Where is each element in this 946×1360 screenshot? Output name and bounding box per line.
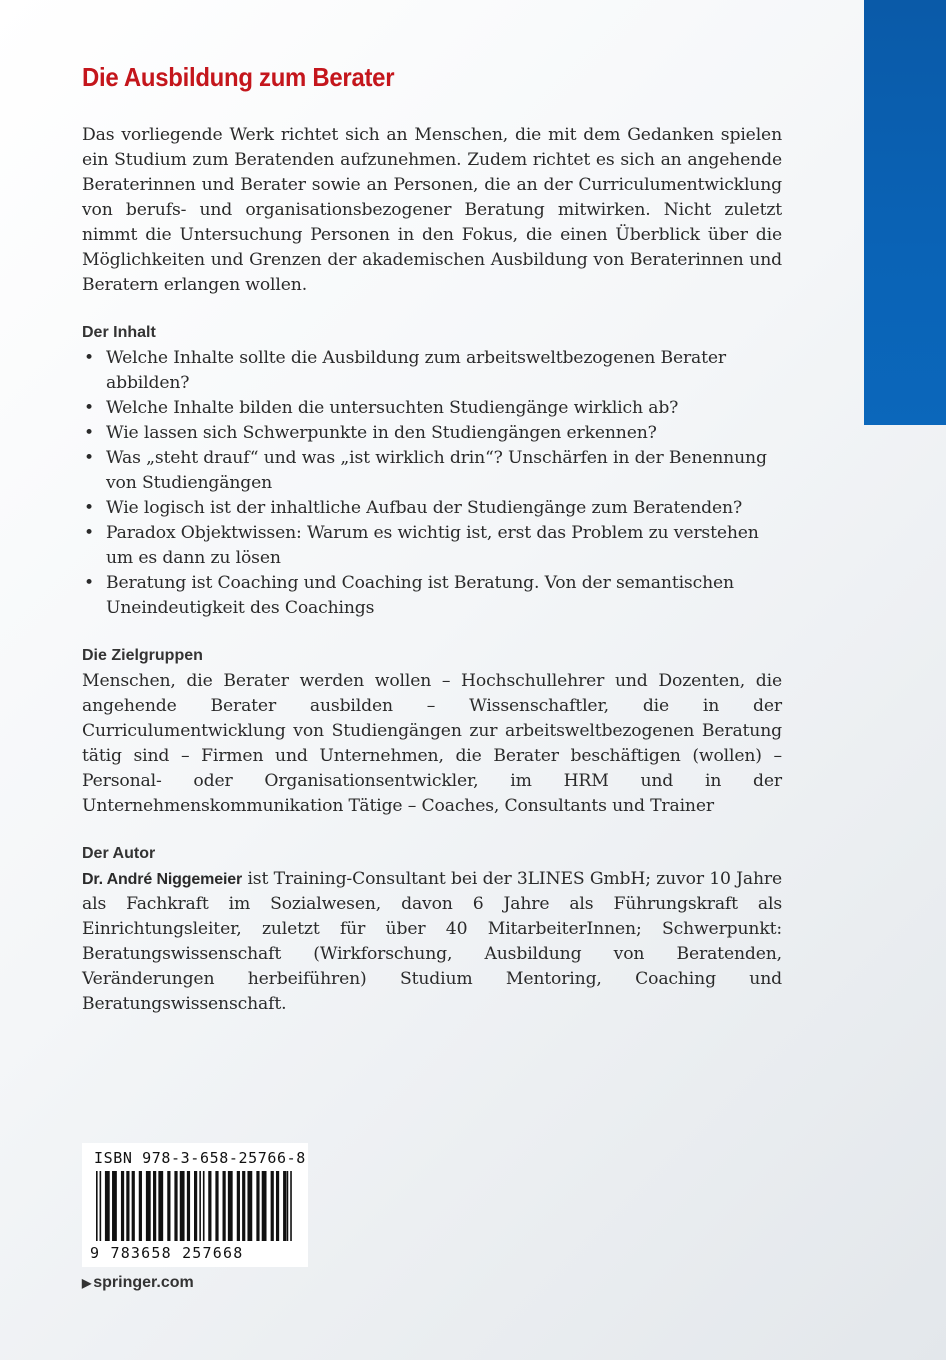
barcode-bar bbox=[121, 1171, 124, 1241]
list-item: • Beratung ist Coaching und Coaching ist Beratung. Von der semantischen Uneindeutigkeit des Coachings bbox=[84, 573, 734, 618]
arrow-right-icon: ▶ bbox=[82, 1276, 92, 1290]
barcode-bar bbox=[247, 1171, 252, 1241]
list-item: • Wie lassen sich Schwerpunkte in den Studiengängen erkennen? bbox=[82, 421, 782, 446]
barcode-bar bbox=[158, 1171, 163, 1241]
bullet-icon: • bbox=[84, 348, 94, 368]
author-name: Dr. André Niggemeier bbox=[82, 871, 243, 888]
barcode-icon bbox=[96, 1171, 296, 1243]
list-item: • Wie logisch ist der inhaltliche Aufbau der Studiengänge zum Beratenden? bbox=[82, 496, 782, 521]
barcode-bar bbox=[262, 1171, 267, 1241]
barcode-bar bbox=[276, 1171, 279, 1241]
barcode-bar bbox=[228, 1171, 233, 1241]
bullet-icon: • bbox=[84, 448, 94, 468]
barcode-bar bbox=[271, 1171, 274, 1241]
bullet-icon: • bbox=[84, 423, 94, 443]
zielgruppen-paragraph: Menschen, die Berater werden wollen – Hochschullehrer und Dozenten, die angehende Berater ausbilden – Wissenschaftler, die in der Curriculumentwicklung von Studiengängen zur arbeitsweltbezogenen Beratung tätig sind – Firmen und Unternehmen, die Berater beschäftigen (wollen) – Personal- oder Organisationsentwickler, im HRM und in der Unternehmenskommunikation Tätige – Coaches, Consultants und Trainer bbox=[82, 671, 782, 816]
blue-accent-band bbox=[864, 0, 946, 425]
inhalt-list bbox=[82, 346, 782, 621]
barcode-bar bbox=[146, 1171, 151, 1241]
barcode-bar bbox=[256, 1171, 259, 1241]
barcode-bar bbox=[237, 1171, 240, 1241]
barcode-bar bbox=[203, 1171, 205, 1241]
barcode-bar bbox=[167, 1171, 170, 1241]
barcode-bar bbox=[290, 1171, 292, 1241]
isbn-barcode-block bbox=[82, 1143, 308, 1267]
barcode-bar bbox=[112, 1171, 117, 1241]
barcode-bar bbox=[283, 1171, 286, 1241]
list-item: • Welche Inhalte bilden die untersuchten Studiengänge wirklich ab? bbox=[82, 396, 782, 421]
isbn-label: ISBN 978-3-658-25766-8 bbox=[94, 1149, 306, 1167]
barcode-bar bbox=[96, 1171, 98, 1241]
barcode-bar bbox=[153, 1171, 156, 1241]
author-bio: ist Training-Consultant bei der 3LINES GmbH; zuvor 10 Jahre als Fachkraft im Sozialwesen, davon 6 Jahre als Führungskraft als Einrichtungsleiter, zuletzt für über 40 MitarbeiterInnen; Schwerpunkt: Beratungswissenschaft (Wirkforschung, Ausbildung von Beratenden, Veränderungen herbeiführen) Studium Mentoring, Coaching und Beratungswissenschaft. bbox=[82, 869, 782, 1014]
barcode-bar bbox=[132, 1171, 135, 1241]
bullet-icon: • bbox=[84, 498, 94, 518]
barcode-bar bbox=[215, 1171, 218, 1241]
inhalt-heading: Der Inhalt bbox=[82, 324, 156, 341]
barcode-bar bbox=[180, 1171, 185, 1241]
barcode-bar bbox=[199, 1171, 201, 1241]
bullet-icon: • bbox=[84, 573, 94, 593]
publisher-link[interactable] bbox=[82, 1274, 194, 1292]
list-item: • Was „steht drauf“ und was „ist wirklich drin“? Unschärfen in der Benennung von Studiengängen bbox=[84, 448, 767, 493]
zielgruppen-heading: Die Zielgruppen bbox=[82, 647, 203, 664]
book-title: Die Ausbildung zum Berater bbox=[82, 62, 395, 92]
back-cover-content bbox=[82, 62, 782, 1017]
barcode-bar bbox=[187, 1171, 190, 1241]
barcode-bar bbox=[223, 1171, 226, 1241]
barcode-bar bbox=[105, 1171, 110, 1241]
barcode-bar bbox=[208, 1171, 211, 1241]
bullet-icon: • bbox=[84, 523, 94, 543]
list-item: • Welche Inhalte sollte die Ausbildung zum arbeitsweltbezogenen Berater abbilden? bbox=[84, 348, 726, 393]
barcode-bar bbox=[287, 1171, 289, 1241]
barcode-bar bbox=[126, 1171, 129, 1241]
autor-paragraph bbox=[82, 867, 782, 1017]
publisher-url: springer.com bbox=[93, 1274, 194, 1291]
bullet-icon: • bbox=[84, 398, 94, 418]
barcode-bar bbox=[174, 1171, 177, 1241]
barcode-bar bbox=[242, 1171, 245, 1241]
autor-heading: Der Autor bbox=[82, 845, 156, 862]
barcode-bar bbox=[139, 1171, 142, 1241]
barcode-bar bbox=[194, 1171, 197, 1241]
barcode-digits: 9 783658 257668 bbox=[90, 1244, 244, 1262]
list-item: • Paradox Objektwissen: Warum es wichtig ist, erst das Problem zu verstehen um es dann zu lösen bbox=[84, 523, 759, 568]
barcode-bar bbox=[100, 1171, 102, 1241]
intro-paragraph: Das vorliegende Werk richtet sich an Menschen, die mit dem Gedanken spielen ein Studium zum Beratenden aufzunehmen. Zudem richtet es sich an angehende Beraterinnen und Berater sowie an Personen, die an der Curriculumentwicklung von berufs- und organisationsbezogener Beratung mitwirken. Nicht zuletzt nimmt die Untersuchung Personen in den Fokus, die einen Überblick über die Möglichkeiten und Grenzen der akademischen Ausbildung von Beraterinnen und Beratern erlangen wollen. bbox=[82, 125, 782, 295]
